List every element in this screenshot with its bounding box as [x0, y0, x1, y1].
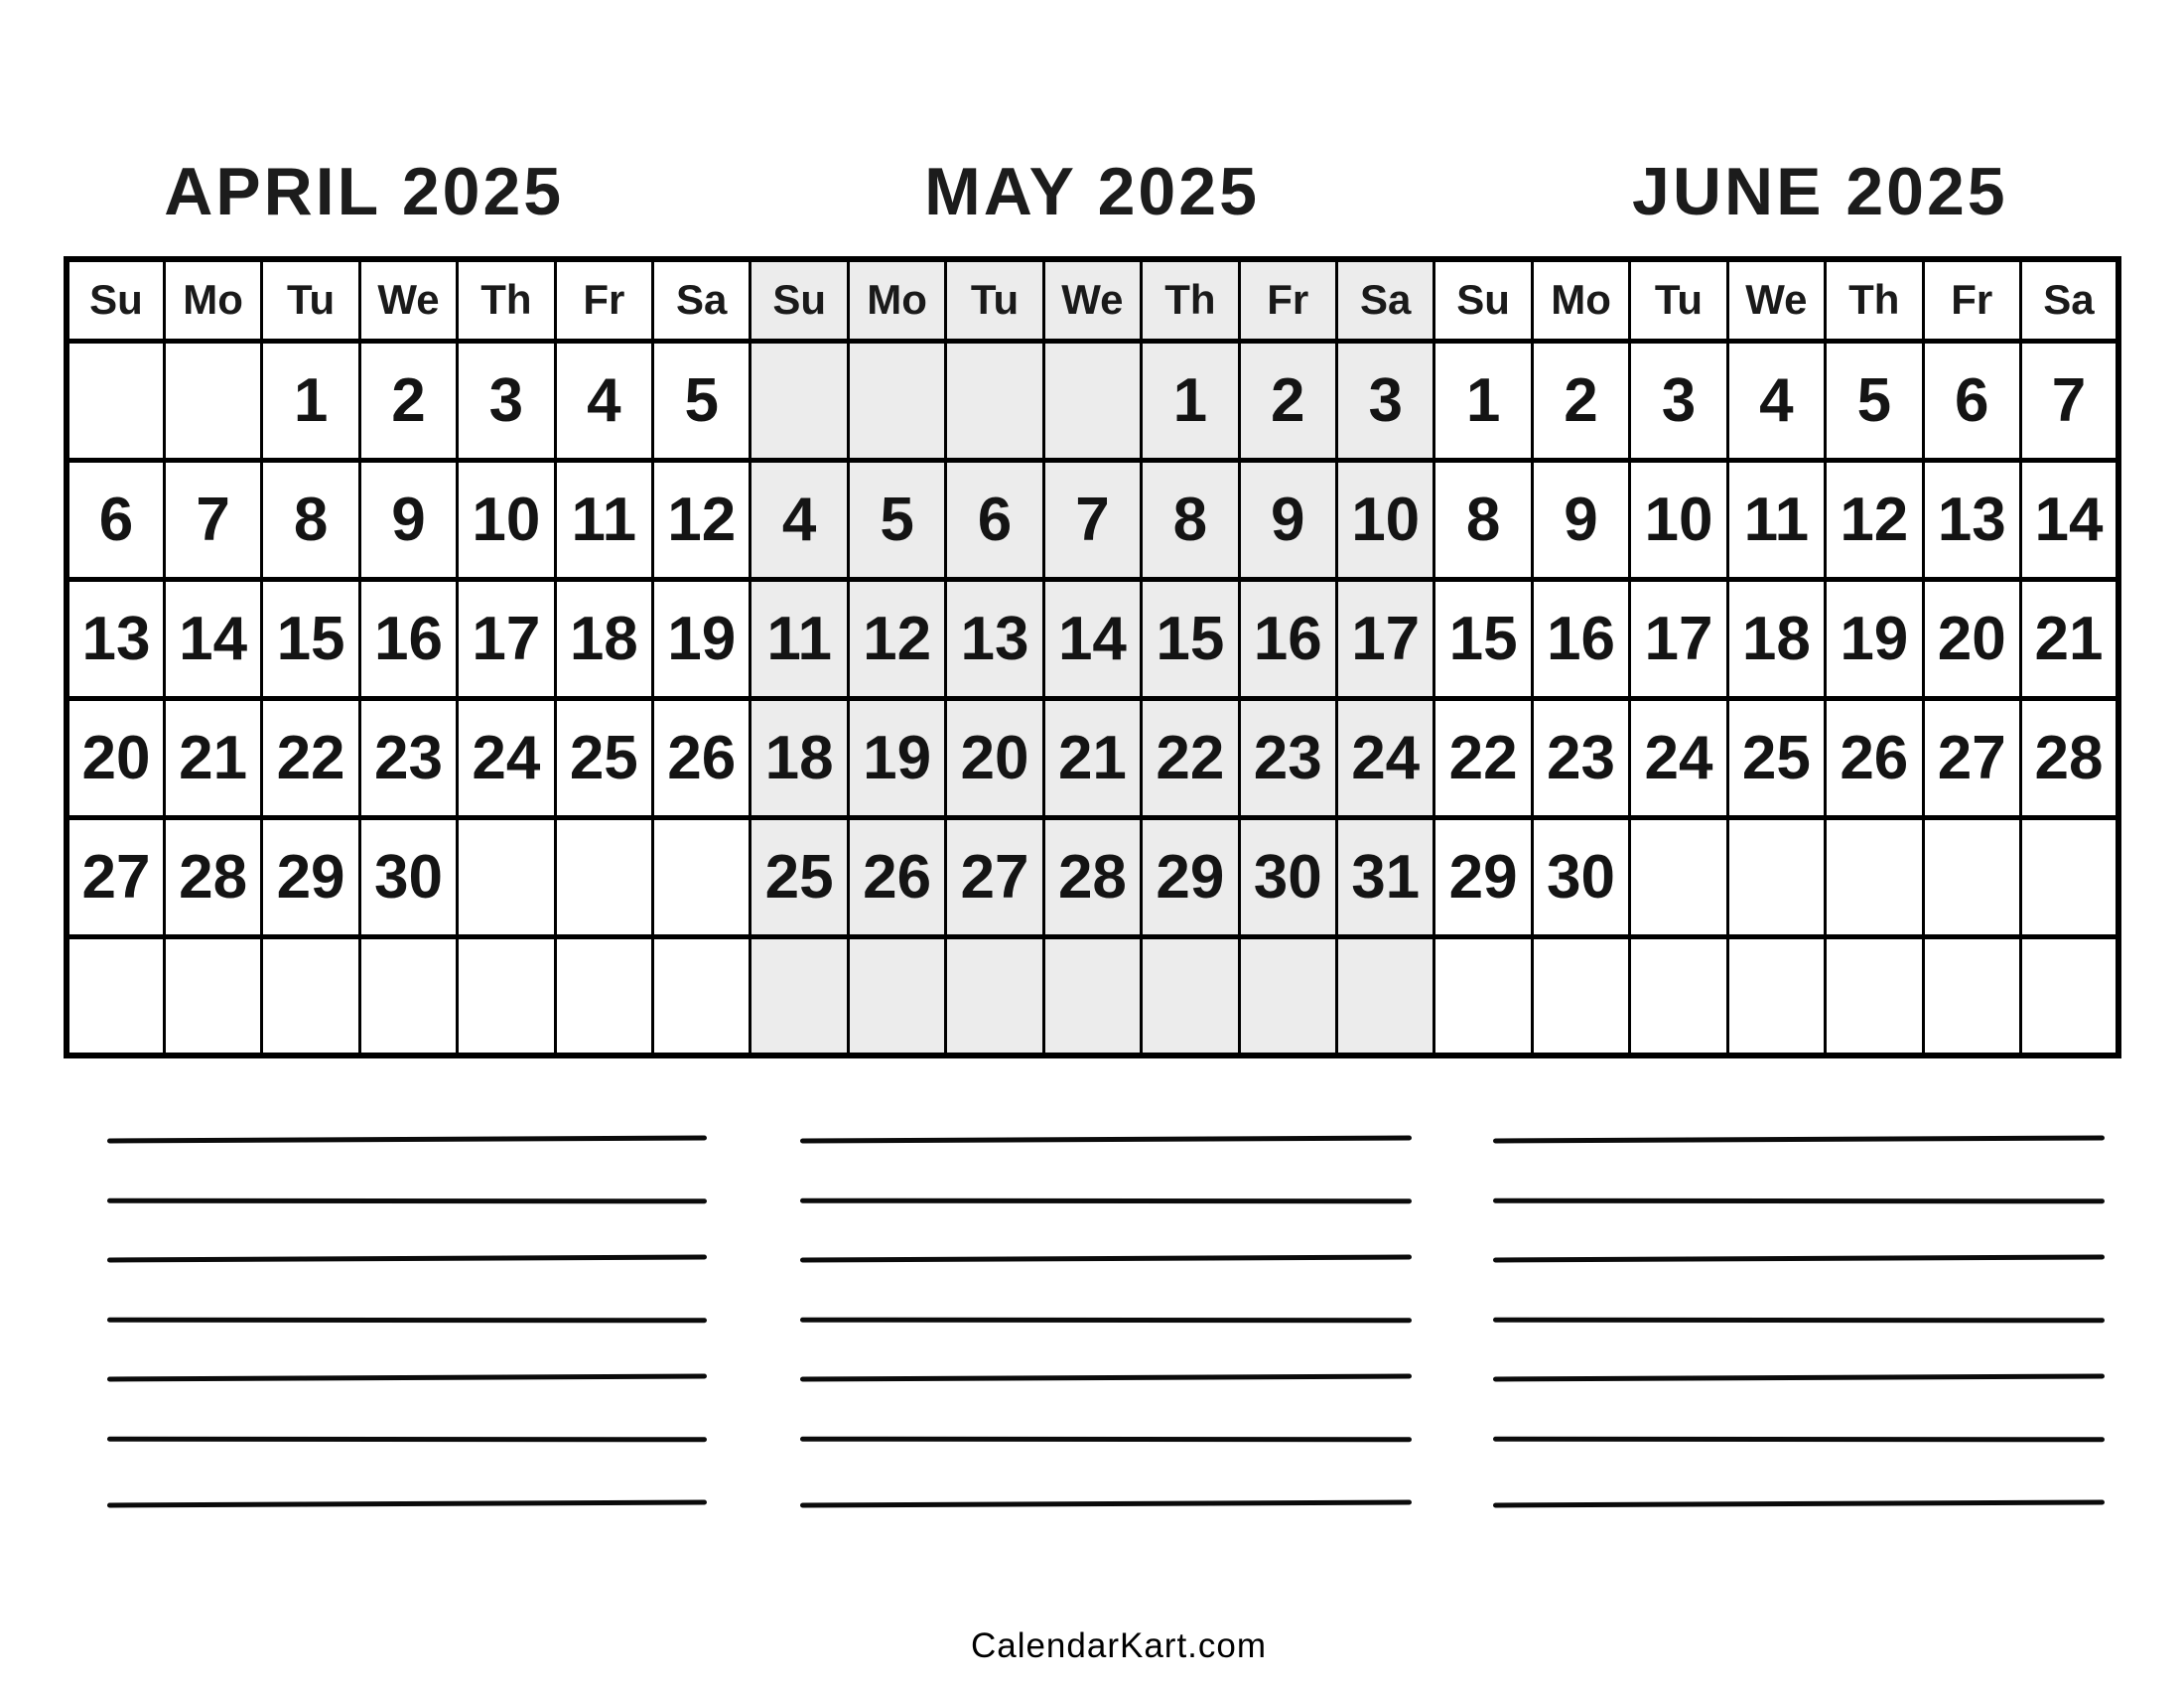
date-cell: 22 — [262, 698, 359, 817]
date-cell: 22 — [1142, 698, 1239, 817]
note-line — [800, 1373, 1412, 1381]
note-line — [107, 1437, 707, 1443]
empty-cell — [1826, 817, 1923, 936]
date-cell: 25 — [555, 698, 652, 817]
note-line — [107, 1136, 707, 1144]
date-cell: 13 — [1923, 460, 2020, 579]
date-cell: 8 — [262, 460, 359, 579]
empty-cell — [1923, 817, 2020, 936]
empty-cell — [1826, 936, 1923, 1055]
date-cell: 28 — [1043, 817, 1141, 936]
empty-cell — [458, 936, 555, 1055]
day-header-cell: Tu — [946, 259, 1043, 341]
note-line — [1493, 1198, 2105, 1204]
date-cell: 14 — [2020, 460, 2118, 579]
date-cell: 24 — [1336, 698, 1433, 817]
day-header-cell: We — [1043, 259, 1141, 341]
date-cell: 25 — [1727, 698, 1825, 817]
date-cell: 6 — [1923, 341, 2020, 460]
date-cell: 30 — [359, 817, 457, 936]
date-cell: 26 — [848, 817, 945, 936]
empty-cell — [751, 936, 848, 1055]
table-row — [67, 698, 2118, 817]
date-cell: 4 — [751, 460, 848, 579]
footer-site-label: CalendarKart.com — [970, 1626, 1268, 1665]
note-line — [1493, 1499, 2105, 1507]
date-cell: 19 — [1826, 579, 1923, 698]
day-header-cell: We — [359, 259, 457, 341]
empty-cell — [1142, 936, 1239, 1055]
day-header-cell: Tu — [1630, 259, 1727, 341]
date-cell: 3 — [1336, 341, 1433, 460]
date-cell: 30 — [1239, 817, 1336, 936]
date-cell: 24 — [1630, 698, 1727, 817]
day-header-cell: Th — [1826, 259, 1923, 341]
empty-cell — [1630, 817, 1727, 936]
note-line — [1493, 1318, 2105, 1324]
date-cell: 16 — [359, 579, 457, 698]
day-header-cell: Mo — [164, 259, 261, 341]
date-cell: 4 — [1727, 341, 1825, 460]
empty-cell — [653, 817, 751, 936]
date-cell: 27 — [67, 817, 164, 936]
empty-cell — [262, 936, 359, 1055]
empty-cell — [2020, 817, 2118, 936]
note-line — [800, 1135, 1412, 1143]
note-line — [107, 1374, 707, 1382]
notes-column — [800, 1137, 1412, 1554]
date-cell: 26 — [1826, 698, 1923, 817]
date-cell: 15 — [1434, 579, 1532, 698]
date-cell: 25 — [751, 817, 848, 936]
table-row — [67, 579, 2118, 698]
day-header-cell: Mo — [1532, 259, 1629, 341]
date-cell: 11 — [1727, 460, 1825, 579]
date-cell: 27 — [1923, 698, 2020, 817]
note-line — [107, 1255, 707, 1263]
date-cell: 18 — [751, 698, 848, 817]
day-header-cell: Th — [1142, 259, 1239, 341]
date-cell: 2 — [1239, 341, 1336, 460]
date-cell: 21 — [2020, 579, 2118, 698]
note-line — [1493, 1373, 2105, 1381]
empty-cell — [1434, 936, 1532, 1055]
calendar-table — [64, 256, 2121, 1058]
empty-cell — [555, 817, 652, 936]
notes-column — [107, 1137, 707, 1554]
date-cell: 22 — [1434, 698, 1532, 817]
date-cell: 10 — [458, 460, 555, 579]
table-row — [67, 341, 2118, 460]
empty-cell — [1630, 936, 1727, 1055]
day-header-cell: Su — [1434, 259, 1532, 341]
date-cell: 2 — [1532, 341, 1629, 460]
empty-cell — [1727, 936, 1825, 1055]
date-cell: 11 — [751, 579, 848, 698]
date-cell: 19 — [653, 579, 751, 698]
date-cell: 7 — [1043, 460, 1141, 579]
date-cell: 20 — [67, 698, 164, 817]
empty-cell — [67, 341, 164, 460]
date-cell: 9 — [359, 460, 457, 579]
date-cell: 10 — [1336, 460, 1433, 579]
month-title-june: JUNE 2025 — [1632, 154, 2008, 229]
date-cell: 27 — [946, 817, 1043, 936]
table-row — [67, 460, 2118, 579]
day-header-cell: Fr — [1923, 259, 2020, 341]
note-line — [107, 1500, 707, 1508]
empty-cell — [1336, 936, 1433, 1055]
table-row — [67, 817, 2118, 936]
note-line — [107, 1318, 707, 1324]
date-cell: 5 — [1826, 341, 1923, 460]
empty-cell — [1043, 936, 1141, 1055]
date-cell: 6 — [946, 460, 1043, 579]
month-titles-row — [0, 149, 2184, 234]
empty-cell — [1043, 341, 1141, 460]
date-cell: 17 — [1630, 579, 1727, 698]
date-cell: 12 — [653, 460, 751, 579]
date-cell: 28 — [2020, 698, 2118, 817]
note-line — [1493, 1254, 2105, 1262]
note-line — [800, 1499, 1412, 1507]
day-header-cell: Sa — [2020, 259, 2118, 341]
day-header-cell: Sa — [1336, 259, 1433, 341]
date-cell: 5 — [848, 460, 945, 579]
date-cell: 17 — [458, 579, 555, 698]
day-header-cell: Su — [751, 259, 848, 341]
empty-cell — [946, 936, 1043, 1055]
note-line — [800, 1437, 1412, 1443]
date-cell: 29 — [262, 817, 359, 936]
date-cell: 12 — [848, 579, 945, 698]
day-header-cell: Fr — [1239, 259, 1336, 341]
note-line — [107, 1198, 707, 1204]
day-header-cell: Mo — [848, 259, 945, 341]
date-cell: 11 — [555, 460, 652, 579]
date-cell: 5 — [653, 341, 751, 460]
day-header-cell: Fr — [555, 259, 652, 341]
date-cell: 3 — [458, 341, 555, 460]
calendar-grid — [64, 256, 2121, 1053]
date-cell: 14 — [164, 579, 261, 698]
date-cell: 18 — [1727, 579, 1825, 698]
empty-cell — [458, 817, 555, 936]
date-cell: 18 — [555, 579, 652, 698]
date-cell: 29 — [1142, 817, 1239, 936]
date-cell: 8 — [1142, 460, 1239, 579]
date-cell: 1 — [262, 341, 359, 460]
empty-cell — [946, 341, 1043, 460]
empty-cell — [653, 936, 751, 1055]
empty-cell — [1727, 817, 1825, 936]
date-cell: 6 — [67, 460, 164, 579]
empty-cell — [751, 341, 848, 460]
date-cell: 3 — [1630, 341, 1727, 460]
date-cell: 20 — [1923, 579, 2020, 698]
day-header-cell: We — [1727, 259, 1825, 341]
empty-cell — [67, 936, 164, 1055]
date-cell: 9 — [1239, 460, 1336, 579]
day-header-cell: Sa — [653, 259, 751, 341]
date-cell: 8 — [1434, 460, 1532, 579]
date-cell: 15 — [1142, 579, 1239, 698]
empty-cell — [848, 936, 945, 1055]
date-cell: 19 — [848, 698, 945, 817]
date-cell: 4 — [555, 341, 652, 460]
date-cell: 24 — [458, 698, 555, 817]
note-line — [1493, 1135, 2105, 1143]
empty-cell — [359, 936, 457, 1055]
date-cell: 26 — [653, 698, 751, 817]
empty-cell — [1923, 936, 2020, 1055]
empty-cell — [164, 936, 261, 1055]
note-line — [800, 1198, 1412, 1204]
date-cell: 7 — [2020, 341, 2118, 460]
date-cell: 1 — [1142, 341, 1239, 460]
empty-cell — [2020, 936, 2118, 1055]
date-cell: 16 — [1532, 579, 1629, 698]
date-cell: 21 — [1043, 698, 1141, 817]
date-cell: 2 — [359, 341, 457, 460]
date-cell: 17 — [1336, 579, 1433, 698]
month-title-april: APRIL 2025 — [164, 154, 565, 229]
date-cell: 10 — [1630, 460, 1727, 579]
date-cell: 16 — [1239, 579, 1336, 698]
day-header-cell: Su — [67, 259, 164, 341]
notes-column — [1493, 1137, 2105, 1554]
table-row — [67, 936, 2118, 1055]
date-cell: 23 — [1532, 698, 1629, 817]
date-cell: 31 — [1336, 817, 1433, 936]
day-header-row — [67, 259, 2118, 341]
date-cell: 29 — [1434, 817, 1532, 936]
date-cell: 28 — [164, 817, 261, 936]
date-cell: 20 — [946, 698, 1043, 817]
day-header-cell: Th — [458, 259, 555, 341]
date-cell: 15 — [262, 579, 359, 698]
empty-cell — [555, 936, 652, 1055]
date-cell: 7 — [164, 460, 261, 579]
empty-cell — [164, 341, 261, 460]
date-cell: 9 — [1532, 460, 1629, 579]
date-cell: 12 — [1826, 460, 1923, 579]
day-header-cell: Tu — [262, 259, 359, 341]
date-cell: 30 — [1532, 817, 1629, 936]
date-cell: 1 — [1434, 341, 1532, 460]
date-cell: 23 — [1239, 698, 1336, 817]
empty-cell — [1532, 936, 1629, 1055]
date-cell: 13 — [67, 579, 164, 698]
note-line — [1493, 1437, 2105, 1443]
date-cell: 14 — [1043, 579, 1141, 698]
empty-cell — [1239, 936, 1336, 1055]
date-cell: 13 — [946, 579, 1043, 698]
date-cell: 21 — [164, 698, 261, 817]
empty-cell — [848, 341, 945, 460]
month-title-may: MAY 2025 — [924, 154, 1260, 229]
date-cell: 23 — [359, 698, 457, 817]
note-line — [800, 1318, 1412, 1324]
note-line — [800, 1254, 1412, 1262]
